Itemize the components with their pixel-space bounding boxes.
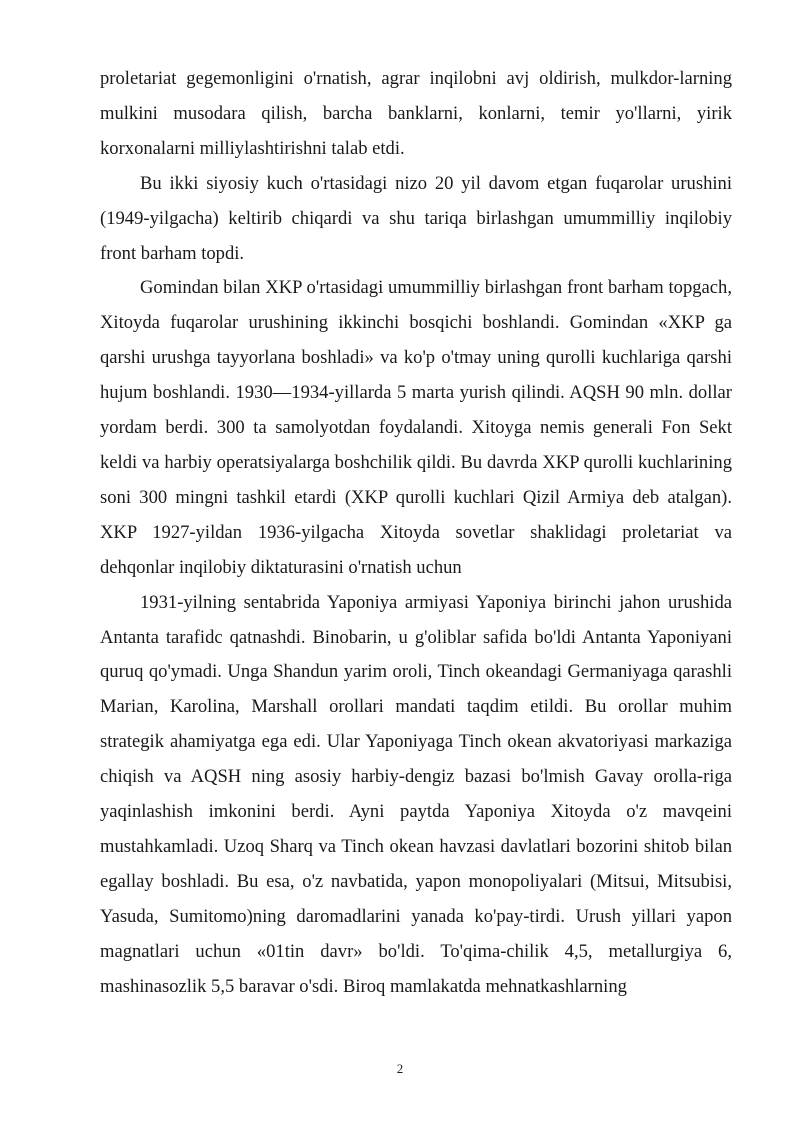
paragraph-2: Bu ikki siyosiy kuch o'rtasidagi nizo 20 yil davom etgan fuqarolar urushini (1949-yilgacha) keltirib chiqardi va shu tariqa birlashgan umummilliy inqilobiy front barham topdi.: [100, 172, 732, 264]
paragraph-3: Gomindan bilan XKP o'rtasidagi umummilliy birlashgan front barham topgach, Xitoyda fuqarolar urushining ikkinchi bosqichi boshlandi. Gomindan «XKP ga qarshi urushga tayyorlana boshladi» va ko'p o'tmay uning qurolli kuchlariga qarshi hujum boshlandi. 1930—1934-yillarda 5 marta yurish qilindi. AQSH 90 mln. dollar yordam berdi. 300 ta samolyotdan foydalandi. Xitoyga nemis generali Fon Sekt keldi va harbiy operatsiyalarga boshchilik qildi. Bu davrda XKP qurolli kuchlarining soni 300 mingni tashkil etardi (XKP qurolli kuchlari Qizil Armiya deb atalgan). XKP 1927-yildan 1936-yilgacha Xitoyda sovetlar shaklidagi proletariat va dehqonlar inqilobiy diktaturasini o'rnatish uchun: [100, 277, 732, 578]
document-body: [100, 62, 732, 1004]
page-number: 2: [396, 1061, 404, 1076]
paragraph-4: 1931-yilning sentabrida Yaponiya armiyasi Yaponiya birinchi jahon urushida Antanta tarafidc qatnashdi. Binobarin, u g'oliblar safida bo'ldi Antanta Yaponiyani quruq qo'ymadi. Unga Shandun yarim oroli, Tinch okeandagi Germaniyaga qarashli Marian, Karolina, Marshall orollari mandati taqdim etildi. Bu orollar muhim strategik ahamiyatga ega edi. Ular Yaponiyaga Tinch okean akvatoriyasi markaziga chiqish va AQSH ning asosiy harbiy-dengiz bazasi bo'lmish Gavay orolla-riga yaqinlashish imkonini berdi. Ayni paytda Yaponiya Xitoyda o'z mavqeini mustahkamladi. Uzoq Sharq va Tinch okean havzasi davlatlari bozorini shitob bilan egallay boshladi. Bu esa, o'z navbatida, yapon monopoliyalari (Mitsui, Mitsubisi, Yasuda, Sumitomo)ning daromadlarini yanada ko'pay-tirdi. Urush yillari yapon magnatlari uchun «01tin davr» bo'ldi. To'qima-chilik 4,5, metallurgiya 6, mashinasozlik 5,5 baravar o'sdi. Biroq mamlakatda mehnatkashlarning: [100, 591, 732, 997]
paragraph-1: proletariat gegemonligini o'rnatish, agrar inqilobni avj oldirish, mulkdor-larning mulkini musodara qilish, barcha banklarni, konlarni, temir yo'llarni, yirik korxonalarni milliylashtirishni talab etdi.: [100, 68, 732, 159]
